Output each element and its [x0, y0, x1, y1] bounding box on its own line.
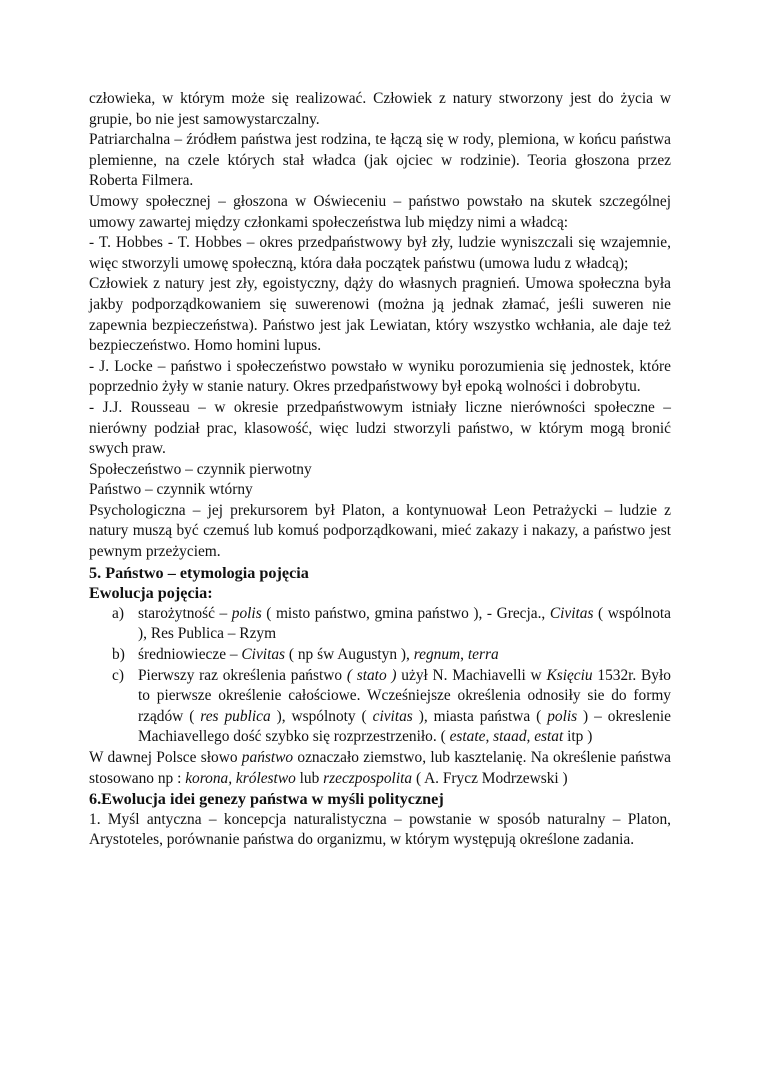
term-italic: polis — [231, 604, 262, 622]
document-page — [89, 89, 671, 851]
paragraph-antique-thought: 1. Myśl antyczna – koncepcja naturalistyczna – powstanie w sposób naturalny – Platon, Arystoteles, porównanie państwa do organizmu, w którym występują określone zadania. — [89, 810, 671, 849]
paragraph-state-secondary: Państwo – czynnik wtórny — [89, 481, 253, 499]
paragraph-psychological: Psychologiczna – jej prekursorem był Platon, a kontynuował Leon Petrażycki – ludzie z natury muszą być czemuś lub komuś podporządkowani, mieć zakazy i nakazy, a państwo jest pewnym przeżyciem. — [89, 501, 671, 561]
text-run: ( wspólnota ), Res Publica – Rzym — [138, 604, 671, 643]
term-italic: Civitas — [241, 646, 286, 664]
term-italic: Księciu — [546, 666, 593, 684]
text-run: Pierwszy raz określenia państwo — [138, 666, 347, 684]
paragraph-rousseau: - J.J. Rousseau – w okresie przedpaństwowym istniały liczne nierówności społeczne – nierówny podział prac, klasowość, więc ludzi stworzyli państwo, w którym mogą bronić swych praw. — [89, 398, 671, 458]
text-run: użył N. Machiavelli w — [396, 666, 547, 684]
term-italic: rzeczpospolita — [323, 769, 413, 787]
term-italic: res publica — [200, 707, 271, 725]
text-run: W dawnej Polsce słowo — [89, 749, 242, 766]
paragraph-social-contract: Umowy społecznej – głoszona w Oświeceniu – państwo powstało na skutek szczególnej umowy zawartej między członkami społeczeństwa lub między nimi a władcą: — [89, 192, 671, 231]
text-run: ( np św Augustyn ), — [285, 646, 414, 664]
text-run: 1532r. Było to pierwsze określenie całościowe. Wcześniejsze określenia odnosiły sie do formy rządów ( — [138, 666, 671, 725]
list-item-machiavelli — [89, 666, 671, 748]
term-italic: terra — [467, 646, 499, 664]
text-run: lub — [295, 769, 324, 787]
paragraph-society-primary: Społeczeństwo – czynnik pierwotny — [89, 460, 312, 478]
text-run: , — [460, 646, 468, 664]
list-item-antiquity — [89, 604, 671, 645]
heading-evolution: Ewolucja pojęcia: — [89, 584, 213, 603]
term-italic: regnum — [413, 646, 461, 664]
list-item-middle-ages — [89, 645, 671, 666]
text-run: starożytność – — [138, 604, 232, 622]
term-italic: korona, królestwo — [185, 769, 296, 787]
paragraph-hobbes: - T. Hobbes - T. Hobbes – okres przedpaństwowy był zły, ludzie wyniszczali się wzajemnie, więc stworzyli umowę społeczną, która dała początek państwu (umowa ludu z władcą); — [89, 234, 671, 272]
text-run: ), wspólnoty ( — [270, 707, 373, 725]
text-run: ) – okreslenie Machiavellego dość szybko się rozprzestrzeniło. ( — [138, 707, 671, 746]
heading-etymology: 5. Państwo – etymologia pojęcia — [89, 563, 309, 582]
evolution-list — [89, 604, 671, 748]
paragraph-hobbes-detail: Człowiek z natury jest zły, egoistyczny, dąży do własnych pragnień. Umowa społeczna była jakby podporządkowaniem się suwerenowi (można ją jednak złamać, jeśli suweren nie zapewnia bezpieczeństwa). Państwo jest jak Lewiatan, który wszystko wchłania, ale daje też bezpieczeństwo. Homo homini lupus. — [89, 275, 671, 355]
text-run: ( A. Frycz Modrzewski ) — [412, 769, 568, 787]
term-italic: civitas — [372, 707, 413, 725]
term-italic: estate, staad, estat — [449, 728, 564, 746]
text-run: oznaczało ziemstwo, lub kasztelanię. Na określenie państwa stosowano np : — [89, 749, 671, 787]
paragraph-locke: - J. Locke – państwo i społeczeństwo powstało w wyniku porozumienia się jednostek, które poprzednio żyły w stanie natury. Okres przedpaństwowy był epoką wolności i dobrobytu. — [89, 357, 671, 396]
text-run: ), miasta państwa ( — [412, 707, 548, 725]
paragraph-patriarchal: Patriarchalna – źródłem państwa jest rodzina, te łączą się w rody, plemiona, w końcu państwa plemienne, na czele których stał władca (jak ojciec w rodzinie). Teoria głoszona przez Roberta Filmera. — [89, 131, 671, 190]
term-italic: Civitas — [549, 604, 594, 622]
text-run: ( misto państwo, gmina państwo ), - Grecja., — [261, 604, 550, 622]
paragraph-old-poland — [89, 748, 671, 789]
list-marker: c) — [112, 666, 124, 684]
text-run: średniowiecze – — [138, 646, 242, 664]
term-italic: ( stato ) — [346, 666, 397, 684]
text-run: itp ) — [563, 728, 593, 746]
term-italic: państwo — [241, 749, 294, 766]
heading-genesis-evolution: 6.Ewolucja idei genezy państwa w myśli politycznej — [89, 790, 444, 809]
list-marker: a) — [112, 604, 124, 622]
paragraph-intro: człowieka, w którym może się realizować. Człowiek z natury stworzony jest do życia w grupie, bo nie jest samowystarczalny. — [89, 90, 671, 128]
term-italic: polis — [547, 707, 578, 725]
list-marker: b) — [112, 646, 125, 664]
